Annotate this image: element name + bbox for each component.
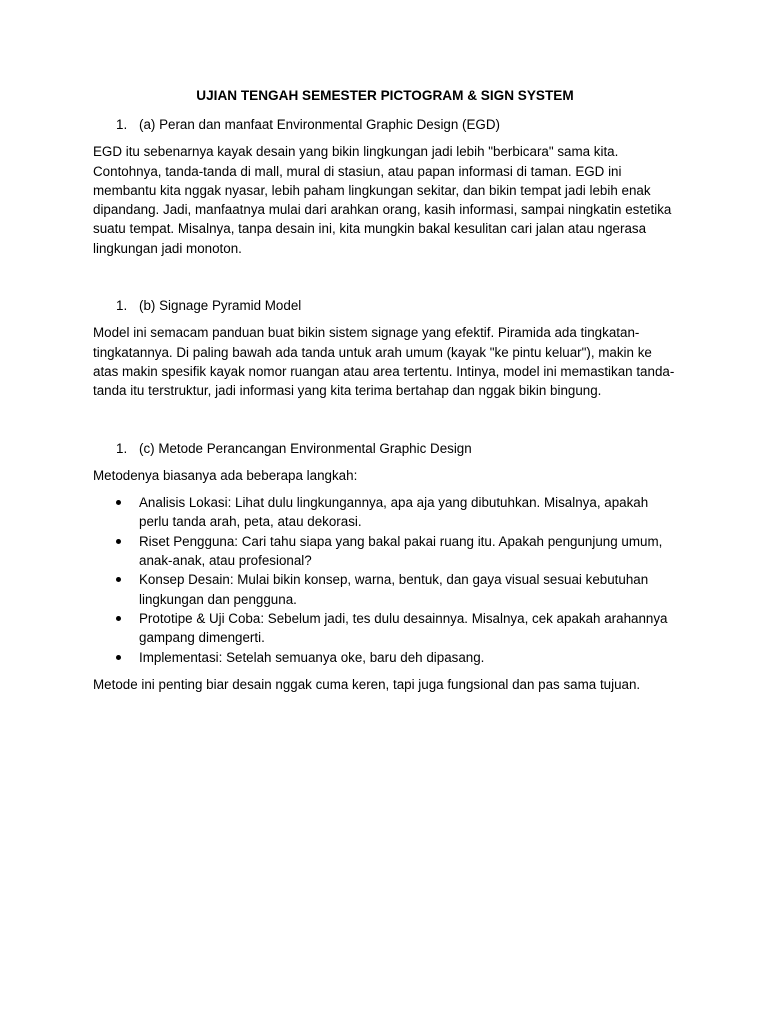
section-b-paragraph: Model ini semacam panduan buat bikin sistem signage yang efektif. Piramida ada tingkatan-tingkatannya. Di paling bawah ada tanda untuk arah umum (kayak "ke pintu keluar"), makin ke atas makin spesifik kayak nomor ruangan atau area tertentu. Intinya, model ini memastikan tanda-tanda itu terstruktur, jadi informasi yang kita terima bertahap dan nggak bikin bingung. bbox=[93, 325, 675, 399]
bullet-icon bbox=[116, 655, 121, 660]
list-item-text: Riset Pengguna: Cari tahu siapa yang bakal pakai ruang itu. Apakah pengunjung umum, anak-anak, atau profesional? bbox=[139, 533, 663, 569]
section-spacer bbox=[93, 266, 677, 296]
section-c-heading bbox=[93, 439, 677, 458]
section-spacer bbox=[93, 409, 677, 439]
list-item bbox=[93, 609, 677, 648]
list-item-text: Implementasi: Setelah semuanya oke, baru deh dipasang. bbox=[139, 649, 485, 665]
list-item bbox=[93, 570, 677, 609]
list-item bbox=[93, 493, 677, 532]
bullet-icon bbox=[116, 500, 121, 505]
section-b-number: 1. bbox=[116, 298, 128, 314]
section-a-paragraph: EGD itu sebenarnya kayak desain yang bikin lingkungan jadi lebih "berbicara" sama kita. Contohnya, tanda-tanda di mall, mural di stasiun, atau papan informasi di taman. EGD ini membantu kita nggak nyasar, lebih paham lingkungan sekitar, dan bikin tempat jadi lebih enak dipandang. Jadi, manfaatnya mulai dari arahkan orang, kasih informasi, sampai ningkatin estetika suatu tempat. Misalnya, tanpa desain ini, kita mungkin bakal kesulitan cari jalan atau ngerasa lingkungan jadi monoton. bbox=[93, 144, 672, 256]
list-item-text: Konsep Desain: Mulai bikin konsep, warna, bentuk, dan gaya visual sesuai kebutuhan lingkungan dan pengguna. bbox=[139, 572, 649, 607]
section-b-heading bbox=[93, 296, 677, 315]
document-page bbox=[93, 86, 677, 702]
section-a-heading bbox=[93, 115, 677, 134]
section-c-heading-text: (c) Metode Perancangan Environmental Graphic Design bbox=[139, 440, 472, 456]
section-a-heading-text: (a) Peran dan manfaat Environmental Graphic Design (EGD) bbox=[139, 117, 500, 132]
list-item-text: Analisis Lokasi: Lihat dulu lingkungannya, apa aja yang dibutuhkan. Misalnya, apakah perlu tanda arah, peta, atau dekorasi. bbox=[139, 495, 649, 530]
bullet-icon bbox=[116, 539, 121, 544]
section-a-number: 1. bbox=[116, 117, 128, 132]
list-item bbox=[93, 532, 677, 571]
section-c-closing: Metode ini penting biar desain nggak cuma keren, tapi juga fungsional dan pas sama tujuan. bbox=[93, 676, 641, 692]
section-c-number: 1. bbox=[116, 440, 128, 456]
document-title: UJIAN TENGAH SEMESTER PICTOGRAM & SIGN SYSTEM bbox=[196, 88, 574, 103]
list-item bbox=[93, 648, 677, 667]
section-c-intro: Metodenya biasanya ada beberapa langkah: bbox=[93, 467, 358, 483]
bullet-icon bbox=[116, 577, 121, 582]
section-b-heading-text: (b) Signage Pyramid Model bbox=[139, 298, 302, 314]
section-c-bullet-list bbox=[93, 493, 677, 667]
bullet-icon bbox=[116, 616, 121, 621]
list-item-text: Prototipe & Uji Coba: Sebelum jadi, tes dulu desainnya. Misalnya, cek apakah arahannya gampang dimengerti. bbox=[139, 610, 668, 646]
